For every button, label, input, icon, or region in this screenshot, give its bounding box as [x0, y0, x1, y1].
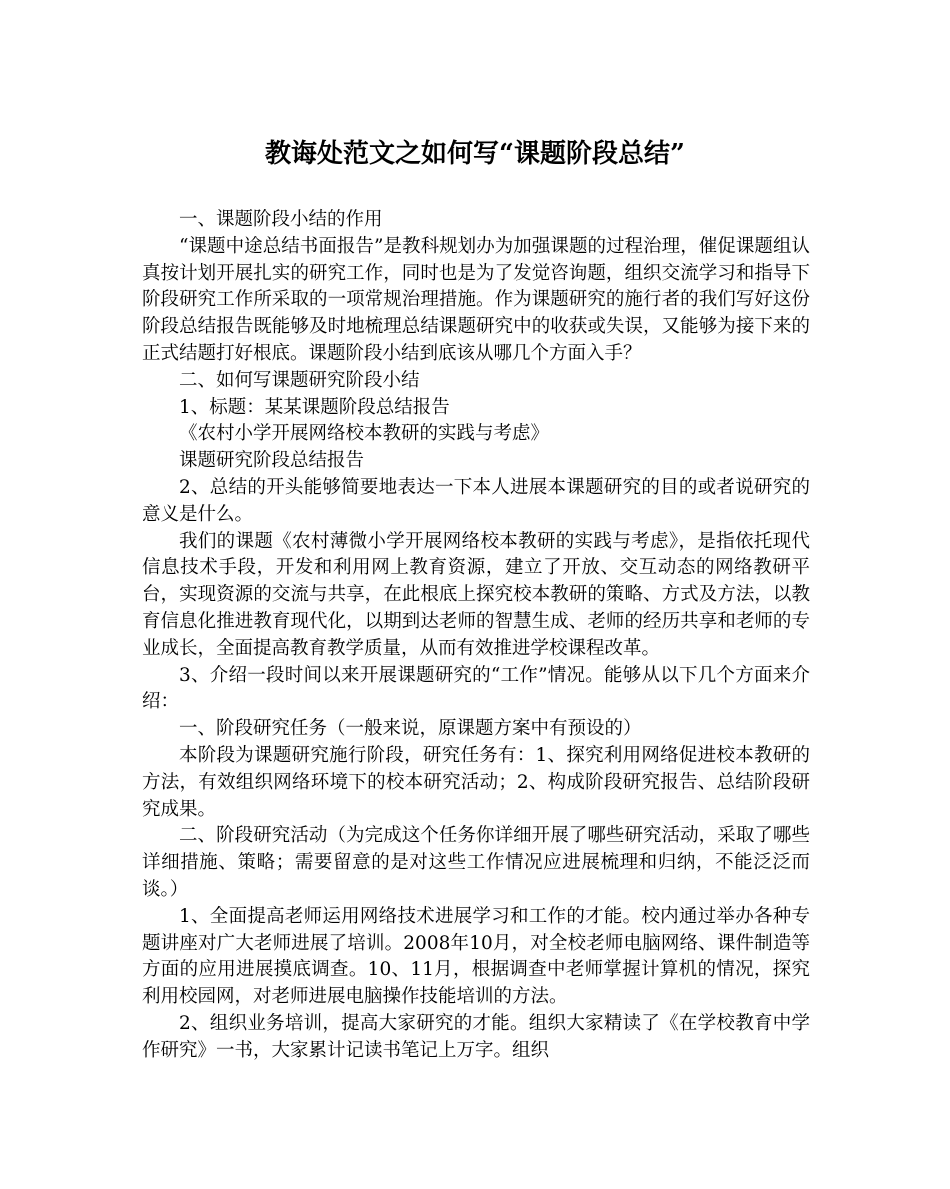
- paragraph: “课题中途总结书面报告”是教科规划办为加强课题的过程治理，催促课题组认真按计划开展扎实的研究工作，同时也是为了发觉咨询题，组织交流学习和指导下阶段研究工作所采取的一项常规治理措施。作为课题研究的施行者的我们写好这份阶段总结报告既能够及时地梳理总结课题研究中的收获或失误，又能够为接下来的正式结题打好根底。课题阶段小结到底该从哪几个方面入手？: [142, 235, 810, 364]
- paragraph: 一、阶段研究任务（一般来说，原课题方案中有预设的）: [179, 718, 642, 740]
- paragraph: 二、阶段研究活动（为完成这个任务你详细开展了哪些研究活动，采取了哪些详细措施、策略；需要留意的是对这些工作情况应进展梳理和归纳，不能泛泛而谈。）: [142, 825, 810, 900]
- paragraph: 3、介绍一段时间以来开展课题研究的“工作”情况。能够从以下几个方面来介绍：: [142, 664, 810, 713]
- paragraph: 《农村小学开展网络校本教研的实践与考虑》: [179, 423, 550, 445]
- document-body: [142, 207, 810, 1065]
- section-heading-2: 二、如何写课题研究阶段小结: [179, 369, 420, 391]
- paragraph: 1、标题：某某课题阶段总结报告: [179, 396, 450, 418]
- paragraph: 课题研究阶段总结报告: [179, 450, 365, 472]
- paragraph: 本阶段为课题研究施行阶段，研究任务有：1、探究利用网络促进校本教研的方法，有效组织网络环境下的校本研究活动；2、构成阶段研究报告、总结阶段研究成果。: [142, 744, 810, 820]
- document-title: 教诲处范文之如何写“课题阶段总结”: [265, 139, 685, 169]
- paragraph: 2、组织业务培训，提高大家研究的才能。组织大家精读了《在学校教育中学作研究》一书，大家累计记读书笔记上万字。组织: [142, 1012, 810, 1061]
- paragraph: 2、总结的开头能够简要地表达一下本人进展本课题研究的目的或者说研究的意义是什么。: [142, 476, 810, 525]
- section-heading-1: 一、课题阶段小结的作用: [179, 209, 383, 230]
- paragraph: 我们的课题《农村薄微小学开展网络校本教研的实践与考虑》，是指依托现代信息技术手段，开发和利用网上教育资源，建立了开放、交互动态的网络教研平台，实现资源的交流与共享，在此根底上探究校本教研的策略、方式及方法，以教育信息化推进教育现代化，以期到达老师的智慧生成、老师的经历共享和老师的专业成长，全面提高教育教学质量，从而有效推进学校课程改革。: [142, 530, 810, 659]
- paragraph: 1、全面提高老师运用网络技术进展学习和工作的才能。校内通过举办各种专题讲座对广大老师进展了培训。2008年10月，对全校老师电脑网络、课件制造等方面的应用进展摸底调查。10、11月，根据调查中老师掌握计算机的情况，探究利用校园网，对老师进展电脑操作技能培训的方法。: [142, 905, 810, 1008]
